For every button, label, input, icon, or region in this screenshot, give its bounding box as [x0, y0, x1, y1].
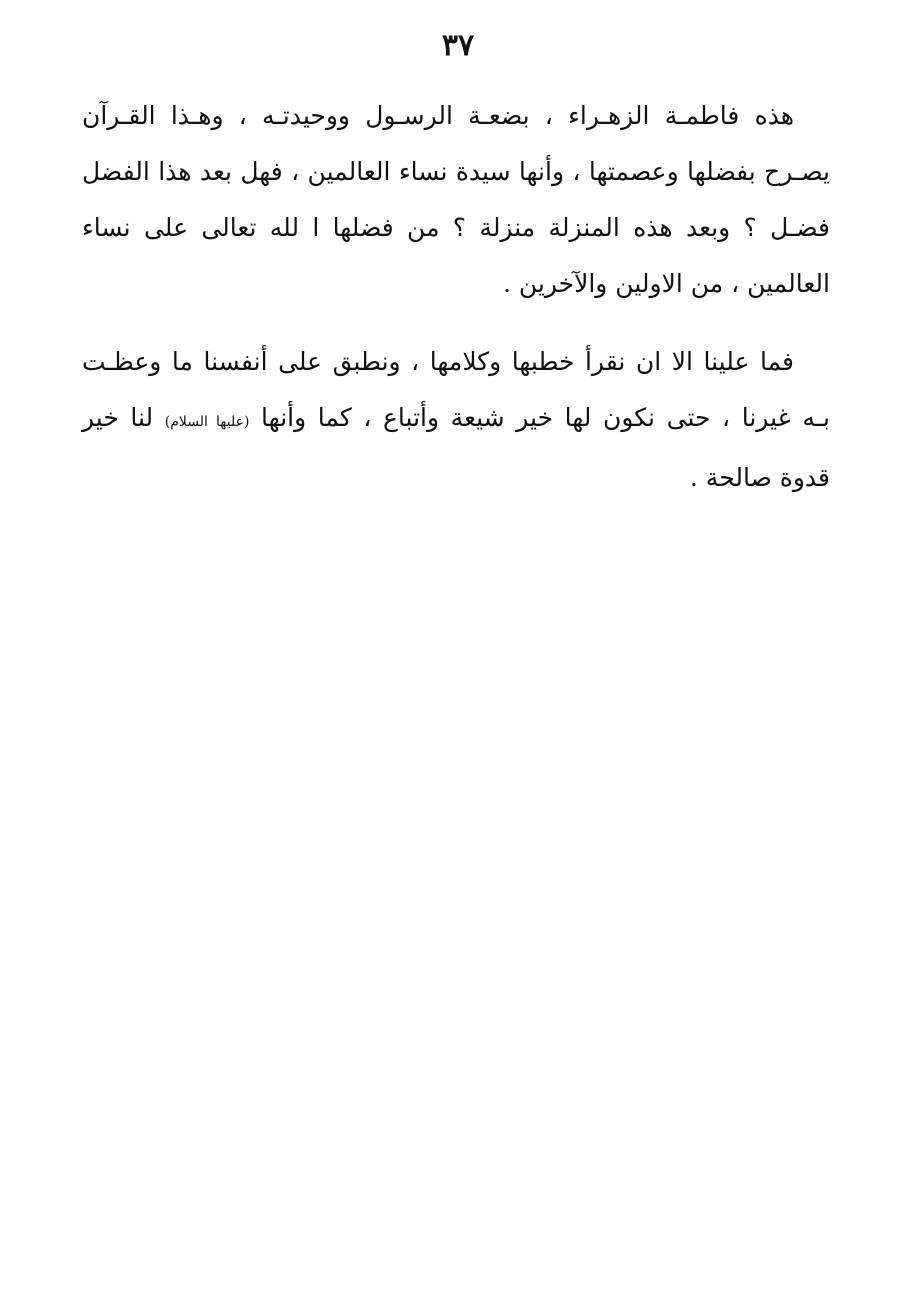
- paragraph-2-text-after: لنا خير قدوة صالحة .: [82, 403, 830, 492]
- paragraph-2: [82, 334, 830, 506]
- paragraph-1: هذه فاطمـة الزهـراء ، بضعـة الرسـول ووحيدتـه ، وهـذا القـرآن يصـرح بفضلها وعصمتها ، وأنها سيدة نساء العالمين ، فهل بعد هذا الفضل فضـل ؟ وبعد هذه المنزلة منزلة ؟ من فضلها ا لله تعالى على نساء العالمين ، من الاولين والآخرين .: [82, 101, 830, 298]
- honorific-phrase: (عليها السلام): [164, 414, 250, 430]
- page-number: ٣٧: [441, 28, 475, 63]
- page-body: [82, 88, 830, 506]
- paragraph-2-text-before: فما علينا الا ان نقرأ خطبها وكلامها ، ونطبق على أنفسنا ما وعظـت بـه غيرنا ، حتى نكون لها خير شيعة وأتباع ، كما وأنها: [82, 347, 831, 432]
